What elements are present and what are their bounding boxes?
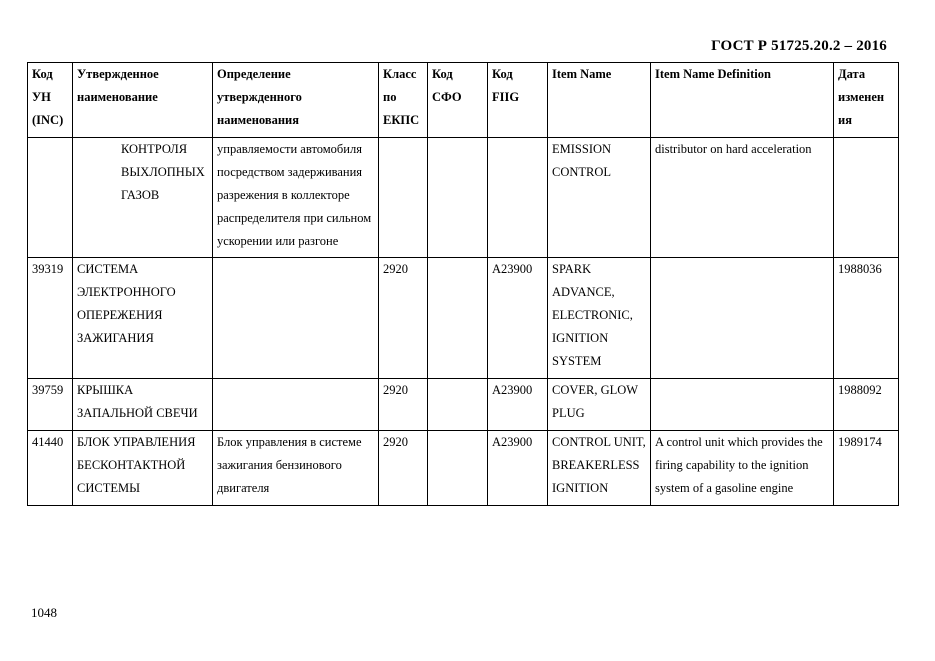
cell-sfo bbox=[428, 138, 488, 258]
cell-sfo bbox=[428, 379, 488, 431]
col-header-class: Класс по ЕКПС bbox=[379, 63, 428, 138]
cell-inc: 41440 bbox=[28, 431, 73, 506]
cell-definition bbox=[213, 379, 379, 431]
cell-inc: 39319 bbox=[28, 258, 73, 379]
cell-approved-name: КРЫШКА ЗАПАЛЬНОЙ СВЕЧИ bbox=[73, 379, 213, 431]
table-row bbox=[28, 138, 899, 258]
cell-definition: Блок управления в системе зажигания бензинового двигателя bbox=[213, 431, 379, 506]
cell-fiig: A23900 bbox=[488, 431, 548, 506]
table-row bbox=[28, 431, 899, 506]
cell-fiig: A23900 bbox=[488, 258, 548, 379]
col-header-definition: Определение утвержденного наименования bbox=[213, 63, 379, 138]
cell-item-definition bbox=[651, 258, 834, 379]
cell-item-definition bbox=[651, 379, 834, 431]
cell-date: 1988092 bbox=[834, 379, 899, 431]
col-header-item-definition: Item Name Definition bbox=[651, 63, 834, 138]
cell-class bbox=[379, 138, 428, 258]
col-header-item-name: Item Name bbox=[548, 63, 651, 138]
cell-class: 2920 bbox=[379, 431, 428, 506]
cell-sfo bbox=[428, 431, 488, 506]
table-header-row bbox=[28, 63, 899, 138]
cell-definition: управляемости автомобиля посредством задерживания разрежения в коллекторе распределителя при сильном ускорении или разгоне bbox=[213, 138, 379, 258]
page-number: 1048 bbox=[31, 605, 57, 620]
table-row bbox=[28, 258, 899, 379]
standard-header: ГОСТ Р 51725.20.2 – 2016 bbox=[711, 38, 887, 54]
col-header-fiig: Код FIIG bbox=[488, 63, 548, 138]
cell-item-name: COVER, GLOW PLUG bbox=[548, 379, 651, 431]
cell-inc bbox=[28, 138, 73, 258]
col-header-date: Дата изменен ия bbox=[834, 63, 899, 138]
cell-class: 2920 bbox=[379, 258, 428, 379]
col-header-sfo: Код СФО bbox=[428, 63, 488, 138]
cell-item-definition: A control unit which provides the firing capability to the ignition system of a gasoline engine bbox=[651, 431, 834, 506]
cell-definition bbox=[213, 258, 379, 379]
cell-item-name: SPARK ADVANCE, ELECTRONIC, IGNITION SYSTEM bbox=[548, 258, 651, 379]
cell-item-name: CONTROL UNIT, BREAKERLESS IGNITION bbox=[548, 431, 651, 506]
cell-date: 1988036 bbox=[834, 258, 899, 379]
col-header-approved-name: Утвержденное наименование bbox=[73, 63, 213, 138]
cell-item-name: EMISSION CONTROL bbox=[548, 138, 651, 258]
cell-class: 2920 bbox=[379, 379, 428, 431]
cell-fiig bbox=[488, 138, 548, 258]
cell-approved-name: БЛОК УПРАВЛЕНИЯ БЕСКОНТАКТНОЙ СИСТЕМЫ bbox=[73, 431, 213, 506]
table-row bbox=[28, 379, 899, 431]
col-header-inc: Код УН (INC) bbox=[28, 63, 73, 138]
cell-date bbox=[834, 138, 899, 258]
cell-fiig: A23900 bbox=[488, 379, 548, 431]
cell-item-definition: distributor on hard acceleration bbox=[651, 138, 834, 258]
cell-inc: 39759 bbox=[28, 379, 73, 431]
catalog-table bbox=[27, 62, 899, 506]
cell-sfo bbox=[428, 258, 488, 379]
cell-approved-name: СИСТЕМА ЭЛЕКТРОННОГО ОПЕРЕЖЕНИЯ ЗАЖИГАНИЯ bbox=[73, 258, 213, 379]
cell-approved-name: КОНТРОЛЯ ВЫХЛОПНЫХ ГАЗОВ bbox=[73, 138, 213, 258]
cell-date: 1989174 bbox=[834, 431, 899, 506]
